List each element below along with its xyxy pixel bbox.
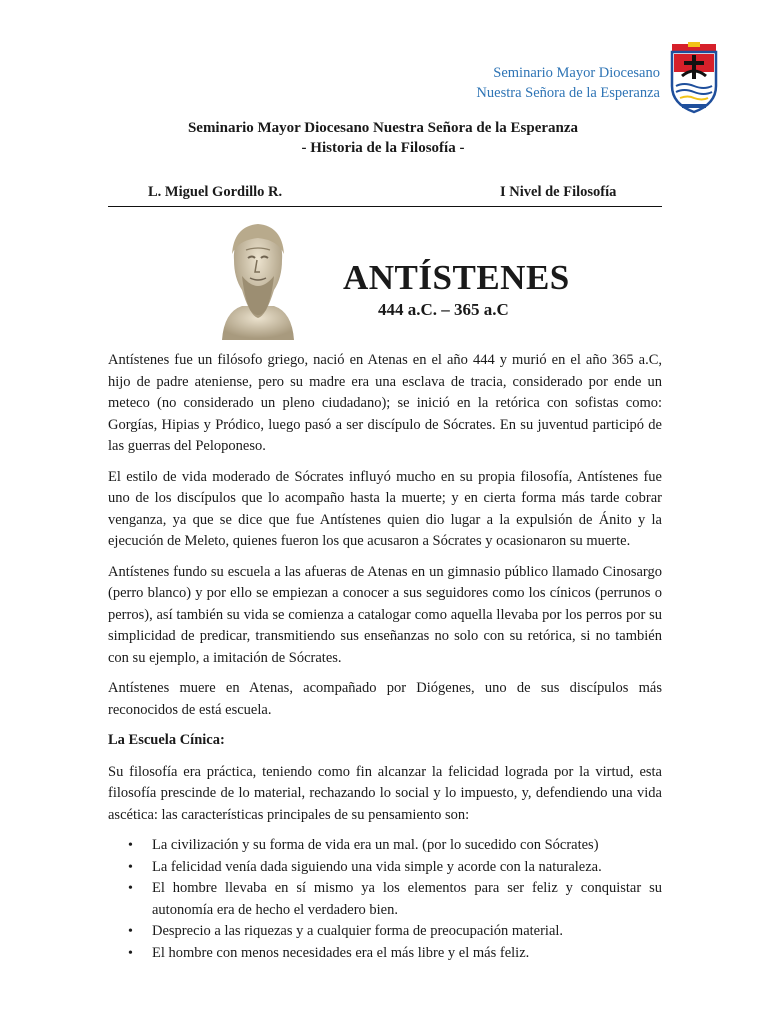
antisthenes-bust-portrait — [220, 220, 296, 340]
paragraph: Antístenes fundo su escuela a las afueras de Atenas en un gimnasio público llamado Cinosargo (perro blanco) y por ello se empiezan a conocer a sus seguidores como los cínicos (perrunos o perros), así también su vida se comienza a catalogar como aquella llevaba por los perros por su simplicidad de predicar, transmitiendo sus enseñanzas no solo con su retórica, si no también con su ejemplo, a imitación de Sócrates. — [108, 563, 662, 666]
seminary-crest-icon — [666, 42, 722, 114]
bullet-icon: • — [128, 859, 133, 875]
institution-header — [476, 63, 660, 103]
document-body — [108, 350, 662, 964]
list-item — [128, 835, 662, 857]
section-intro: Su filosofía era práctica, teniendo como fin alcanzar la felicidad lograda por la virtud, esta filosofía prescinde de lo material, rechazando lo social y lo impuesto, y, defendiendo una vida ascética: las características principales de su pensamiento son: — [108, 763, 662, 823]
header-divider — [108, 206, 662, 207]
characteristics-list — [108, 835, 662, 964]
paragraph: Antístenes fue un filósofo griego, nació en Atenas en el año 444 y murió en el año 365 a.C, hijo de padre ateniense, pero su madre era una esclava de tracia, considerado por ende un meteco (no considerado un pleno ciudadano); se inició en la retórica con sofistas como: Gorgías, Hipias y Pródico, luego pasó a ser discípulo de Sócrates. En su juventud participó de las guerras del Peloponeso. — [108, 352, 662, 454]
document-title — [108, 118, 658, 158]
author-name: L. Miguel Gordillo R. — [148, 184, 283, 200]
list-item — [128, 857, 662, 879]
title-line-1: Seminario Mayor Diocesano Nuestra Señora de la Esperanza — [187, 120, 579, 136]
paragraph: El estilo de vida moderado de Sócrates influyó mucho en su propia filosofía, Antístenes fue uno de los discípulos que lo acompaño hasta la muerte; y en cierta forma más tarde cobrar venganza, ya que se dice que fue Antístenes quien dio lugar a la expulsión de Ánito y la ejecución de Meleto, quienes fueron los que acusaron a Sócrates y ocasionaron su muerte. — [108, 468, 662, 549]
title-line-2: - Historia de la Filosofía - — [301, 140, 465, 156]
bullet-icon: • — [128, 881, 133, 896]
list-item-text: El hombre llevaba en sí mismo ya los elementos para ser feliz y conquistar su autonomía era de hecho el verdadero bien. — [152, 880, 662, 918]
bullet-icon: • — [128, 924, 133, 939]
list-item-text: Desprecio a las riquezas y a cualquier forma de preocupación material. — [152, 923, 564, 939]
list-item — [128, 921, 662, 943]
bullet-icon: • — [128, 838, 133, 853]
subject-name: ANTÍSTENES — [343, 258, 570, 297]
list-item-text: La felicidad venía dada siguiendo una vida simple y acorde con la naturaleza. — [152, 858, 602, 875]
institution-line-2: Nuestra Señora de la Esperanza — [476, 85, 660, 101]
list-item-text: El hombre con menos necesidades era el más libre y el más feliz. — [152, 944, 530, 961]
subject-dates: 444 a.C. – 365 a.C — [378, 300, 509, 319]
institution-line-1: Seminario Mayor Diocesano — [493, 65, 660, 81]
bullet-icon: • — [128, 945, 133, 961]
list-item — [128, 878, 662, 921]
course-level: I Nivel de Filosofía — [500, 184, 617, 200]
paragraph: Antístenes muere en Atenas, acompañado por Diógenes, uno de sus discípulos más reconocidos de está escuela. — [108, 680, 662, 718]
list-item-text: La civilización y su forma de vida era un mal. (por lo sucedido con Sócrates) — [152, 837, 599, 853]
list-item — [128, 943, 662, 965]
section-heading: La Escuela Cínica: — [108, 732, 225, 748]
